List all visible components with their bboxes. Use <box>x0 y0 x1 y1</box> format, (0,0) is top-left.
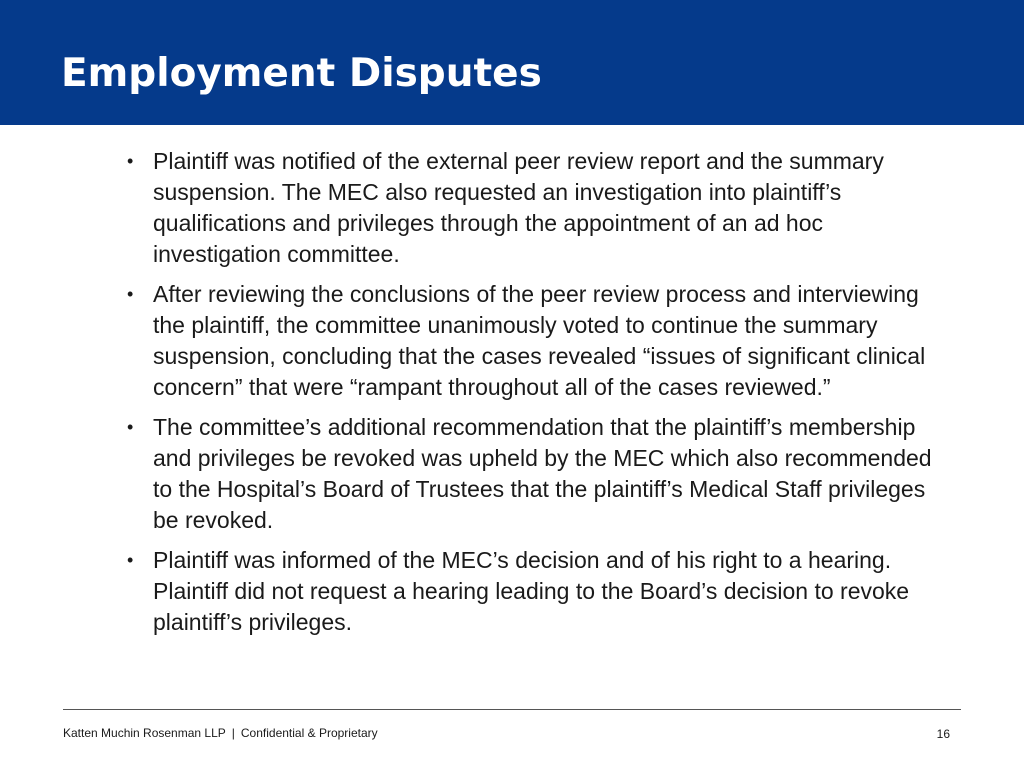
slide-title: Employment Disputes <box>61 51 542 96</box>
bullet-icon: • <box>127 550 134 570</box>
title-bar <box>0 0 1024 125</box>
bullet-text: Plaintiff was notified of the external peer review report and the summary suspension. The MEC also requested an investigation into plaintiff’s qualifications and privileges through the appointment of an ad hoc investigation committee. <box>153 148 884 267</box>
bullet-icon: • <box>127 417 134 437</box>
bullet-icon: • <box>127 151 134 171</box>
bullet-text: Plaintiff was informed of the MEC’s decision and of his right to a hearing. Plaintiff did not request a hearing leading to the Board’s decision to revoke plaintiff’s privileges. <box>153 547 910 635</box>
page-number: 16 <box>936 727 950 741</box>
bullet-icon: • <box>127 284 134 304</box>
footer-text <box>63 726 378 740</box>
bullet-item <box>127 545 957 638</box>
bullet-text: After reviewing the conclusions of the peer review process and interviewing the plaintiff, the committee unanimously voted to continue the summary suspension, concluding that the cases revealed “issues of significant clinical concern” that were “rampant throughout all of the cases reviewed.” <box>153 281 926 400</box>
footer-divider <box>63 709 961 710</box>
firm-name: Katten Muchin Rosenman LLP <box>63 726 226 740</box>
bullet-item <box>127 412 957 536</box>
footer-separator: | <box>231 726 235 740</box>
bullet-item <box>127 146 957 270</box>
bullet-text: The committee’s additional recommendation that the plaintiff’s membership and privileges be revoked was upheld by the MEC which also recommended to the Hospital’s Board of Trustees that the plaintiff’s Medical Staff privileges be revoked. <box>153 414 932 533</box>
bullet-list <box>127 146 957 647</box>
confidentiality-label: Confidential & Proprietary <box>240 726 378 740</box>
bullet-item <box>127 279 957 403</box>
